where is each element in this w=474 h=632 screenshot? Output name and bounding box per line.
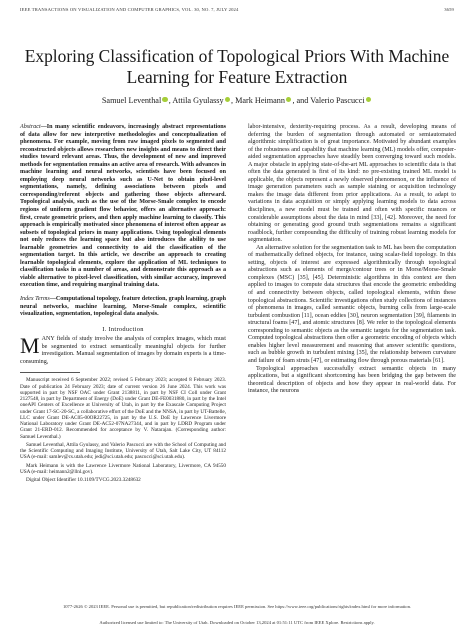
- index-terms: Index Terms—Computational topology, feature detection, graph learning, graph neural networks, machine learning, Morse-Smale complex, scientific visualization, segmentation, topological data analysis.: [20, 296, 226, 318]
- body-paragraph: labor-intensive, dexterity-requiring process. As a result, developing means of deferring the burden of segmentation through automated or semiautomated algorithmic simplification is of great importance. Motivated by abundant examples of the robustness and capability that machine learning (ML) models offer, computer-aided segmentation approaches have steadily been converging toward such models. A major obstacle in applying state-of-the-art ML approaches to scientific data is that often the data generated is first of its kind: no pre-existing trained ML model is applicable, the objects represent a newly observed phenomenon, or the influence of image generation parameters such as sample staining or acquisition technology makes the image data different from prior applications. As a result, to adapt to variations in data acquisition or simply applying learning models to data across disciplines, a new model must be trained and often with specific nuances or considerable assumptions about the data in mind [33], [42]. Moreover, the need for obtaining or generating good ground truth segmentations remains a significant roadblock, further compounding the difficulty of training robust learning models for segmentation.: [248, 124, 456, 244]
- author-name: Valerio Pascucci: [310, 96, 365, 105]
- orcid-icon[interactable]: [162, 97, 168, 103]
- abstract-lead: Abstract: [20, 124, 41, 130]
- footnote-doi: Digital Object Identifier 10.1109/TVCG.2023.3248632: [26, 477, 141, 484]
- index-terms-text: Computational topology, feature detection, graph learning, graph neural networks, machine learning, Morse-Smale complex, scientific visualization, segmentation, topological data analysis.: [20, 296, 226, 318]
- body-paragraph: An alternative solution for the segmentation task to ML has been the computation of mathematically defined objects, for instance, using scalar-field topology. In this setting, objects of interest are expressed algorithmically through topological abstractions such as elements of merge/contour trees or in Morse/Morse-Smale complexes (MSC) [35], [45]. Deterministic algorithms in this context are then applied to images to compute data structures that encode the geometric embedding of and connectivity between objects, called topological elements, within these topological abstractions. Scientific investigations often study collections of instances of phenomena in images, called semantic objects, burning cells from large-scale turbulent combustion [11], ocean eddies [30], neuron segmentation [39], filaments in structural foams [47], and atomic structures [8]. We refer to the topological elements corresponding to semantic objects as the semantic targets for the segmentation task. Computed topological abstractions then offer a geometric encoding of objects which enables higher level measurement and reasoning that answer scientific questions, such as bubble growth in turbulent mixing [35], the relationship between curvature and failure of foam struts [47], or estimating flow through porous materials [61].: [248, 244, 456, 364]
- orcid-icon[interactable]: [366, 97, 372, 103]
- orcid-icon[interactable]: [286, 97, 292, 103]
- section-heading: I. Introduction: [102, 325, 144, 333]
- author-name: Attila Gyulassy: [172, 96, 224, 105]
- journal-header: IEEE TRANSACTIONS ON VISUALIZATION AND COMPUTER GRAPHICS, VOL. 30, NO. 7, JULY 2024: [20, 6, 239, 12]
- copyright-notice: 1077-2626 © 2023 IEEE. Personal use is permitted, but republication/redistribution requires IEEE permission. See https://www.ieee.org/publications/rights/index.html for more information.: [62, 604, 412, 609]
- author-name: Samuel Leventhal: [101, 96, 162, 105]
- abstract: Abstract—In many scientific endeavors, increasingly abstract representations of data allow for new interpretive methodologies and conceptualization of phenomena. For example, moving from raw imaged pixels to segmented and reconstructed objects allows researchers new insights and means to direct their studies toward relevant areas. Thus, the development of new and improved methods for segmentation remains an active area of research. With advances in machine learning and neural networks, scientists have been focused on employing deep neural networks such as U-Net to obtain pixel-level segmentations, namely, defining associations between pixels and corresponding/referent objects and gathering those objects afterward. Topological analysis, such as the use of the Morse-Smale complex to encode regions of uniform gradient flow behavior, offers an alternative approach: first, create geometric priors, and then apply machine learning to classify. This approach is empirically motivated since phenomena of interest often appear as subsets of topological priors in many applications. Using topological elements not only reduces the learning space but also introduces the ability to use learnable geometries and connectivity to aid the classification of the segmentation target. In this article, we describe an approach to creating learnable topological elements, explore the application of ML techniques to classification tasks in a number of areas, and demonstrate this approach as a viable alternative to pixel-level classification, with similar accuracy, improved execution time, and requiring marginal training data.: [20, 124, 226, 289]
- body-paragraph: Topological approaches successfully extract semantic objects in many applications, but a significant shortcoming has been bridging the gap between the theoretical description of objects and how they appear in real-world data. For instance, the neurons: [248, 365, 456, 395]
- footnote-manuscript: Manuscript received 6 September 2022; revised 5 February 2023; accepted 8 February 2023. Date of publication 24 February 2023; date of current version 26 June 2024. This work was supported in part by NSF OAC under Grant 2138811, in part by NSF CI Coll under Grant 2127548, in part by Department of Energy (DoE) under Grant DE-FE0031880, in part by the Intel oneAPI Centers of Excellence at University of Utah, in part by the Exascale Computing Project under Grant 17-SC-20-SC, a collaborative effort of the DoE and the NNSA, in part by UT-Battelle, LLC under Grant DE-AC05-00OR22725, in part by the U.S. DoE by Lawrence Livermore National Laboratory under Grant DE-AC52-07NA27344, and in part by LDRD Program under Grant 21-ERD-012. Recommended for acceptance by V. Natarajan. (Corresponding author: Samuel Leventhal.): [20, 377, 226, 440]
- left-column: [20, 124, 226, 485]
- footnote-affiliation-utah: Samuel Leventhal, Attila Gyulassy, and Valerio Pascucci are with the School of Computing and the Scientific Computing and Imaging Institute, University of Utah, Salt Lake City, UT 84112 USA (e-mail: samlev@cs.utah.edu; jedi@sci.utah.edu; pascucci@sci.utah.edu).: [20, 441, 226, 461]
- running-head: [20, 4, 454, 14]
- intro-text: fields of study involve the analysis of complex images, which must be segmented to extract semantically meaningful objects for further investigation. Manual segmentation of images by domain experts is a time-consuming,: [20, 336, 226, 365]
- page-number: 3659: [444, 6, 454, 12]
- intro-first-word: ANY: [41, 336, 55, 343]
- paper-title: Exploring Classification of Topological Priors With Machine Learning for Feature Extraction: [24, 46, 450, 87]
- abstract-text: In many scientific endeavors, increasingly abstract representations of data allow for new interpretive methodologies and conceptualization of phenomena. For example, moving from raw imaged pixels to segmented and reconstructed objects allows researchers new insights and means to direct their studies toward relevant areas. Thus, the development of new and improved methods for segmentation remains an active area of research. With advances in machine learning and neural networks, scientists have been focused on employing deep neural networks such as U-Net to obtain pixel-level segmentations, namely, defining associations between pixels and corresponding/referent objects and gathering those objects afterward. Topological analysis, such as the use of the Morse-Smale complex to encode regions of uniform gradient flow behavior, offers an alternative approach: first, create geometric priors, and then apply machine learning to classify. This approach is empirically motivated since phenomena of interest often appear as subsets of topological priors in many applications. Using topological elements not only reduces the learning space but also introduces the ability to use learnable geometries and connectivity to aid the classification of the segmentation target. In this article, we describe an approach to creating learnable topological elements, explore the application of ML techniques to classification tasks in a number of areas, and demonstrate this approach as a viable alternative to pixel-level classification, with similar accuracy, improved execution time, and requiring marginal training data.: [20, 124, 226, 289]
- orcid-icon[interactable]: [225, 96, 234, 105]
- footnote-affiliation-llnl: Mark Heimann is with the Lawrence Livermore National Laboratory, Livermore, CA 94550 USA (e-mail: heimann2@llnl.gov).: [20, 462, 226, 475]
- author-separator: ,: [231, 96, 234, 105]
- intro-paragraph: [20, 333, 226, 366]
- author-separator: , and: [292, 96, 309, 105]
- author-list: [20, 96, 454, 105]
- index-terms-lead: Index Terms: [20, 296, 50, 303]
- author-separator: ,: [168, 96, 171, 105]
- footnote-divider: [20, 372, 80, 373]
- drop-cap: M: [20, 333, 40, 359]
- download-notice: Authorized licensed use limited to: The University of Utah. Downloaded on October 13,2024 at 01:51:11 UTC from IEEE Xplore. Restrictions apply.: [99, 620, 375, 625]
- author-name: Mark Heimann: [235, 96, 285, 105]
- right-column: [248, 124, 456, 396]
